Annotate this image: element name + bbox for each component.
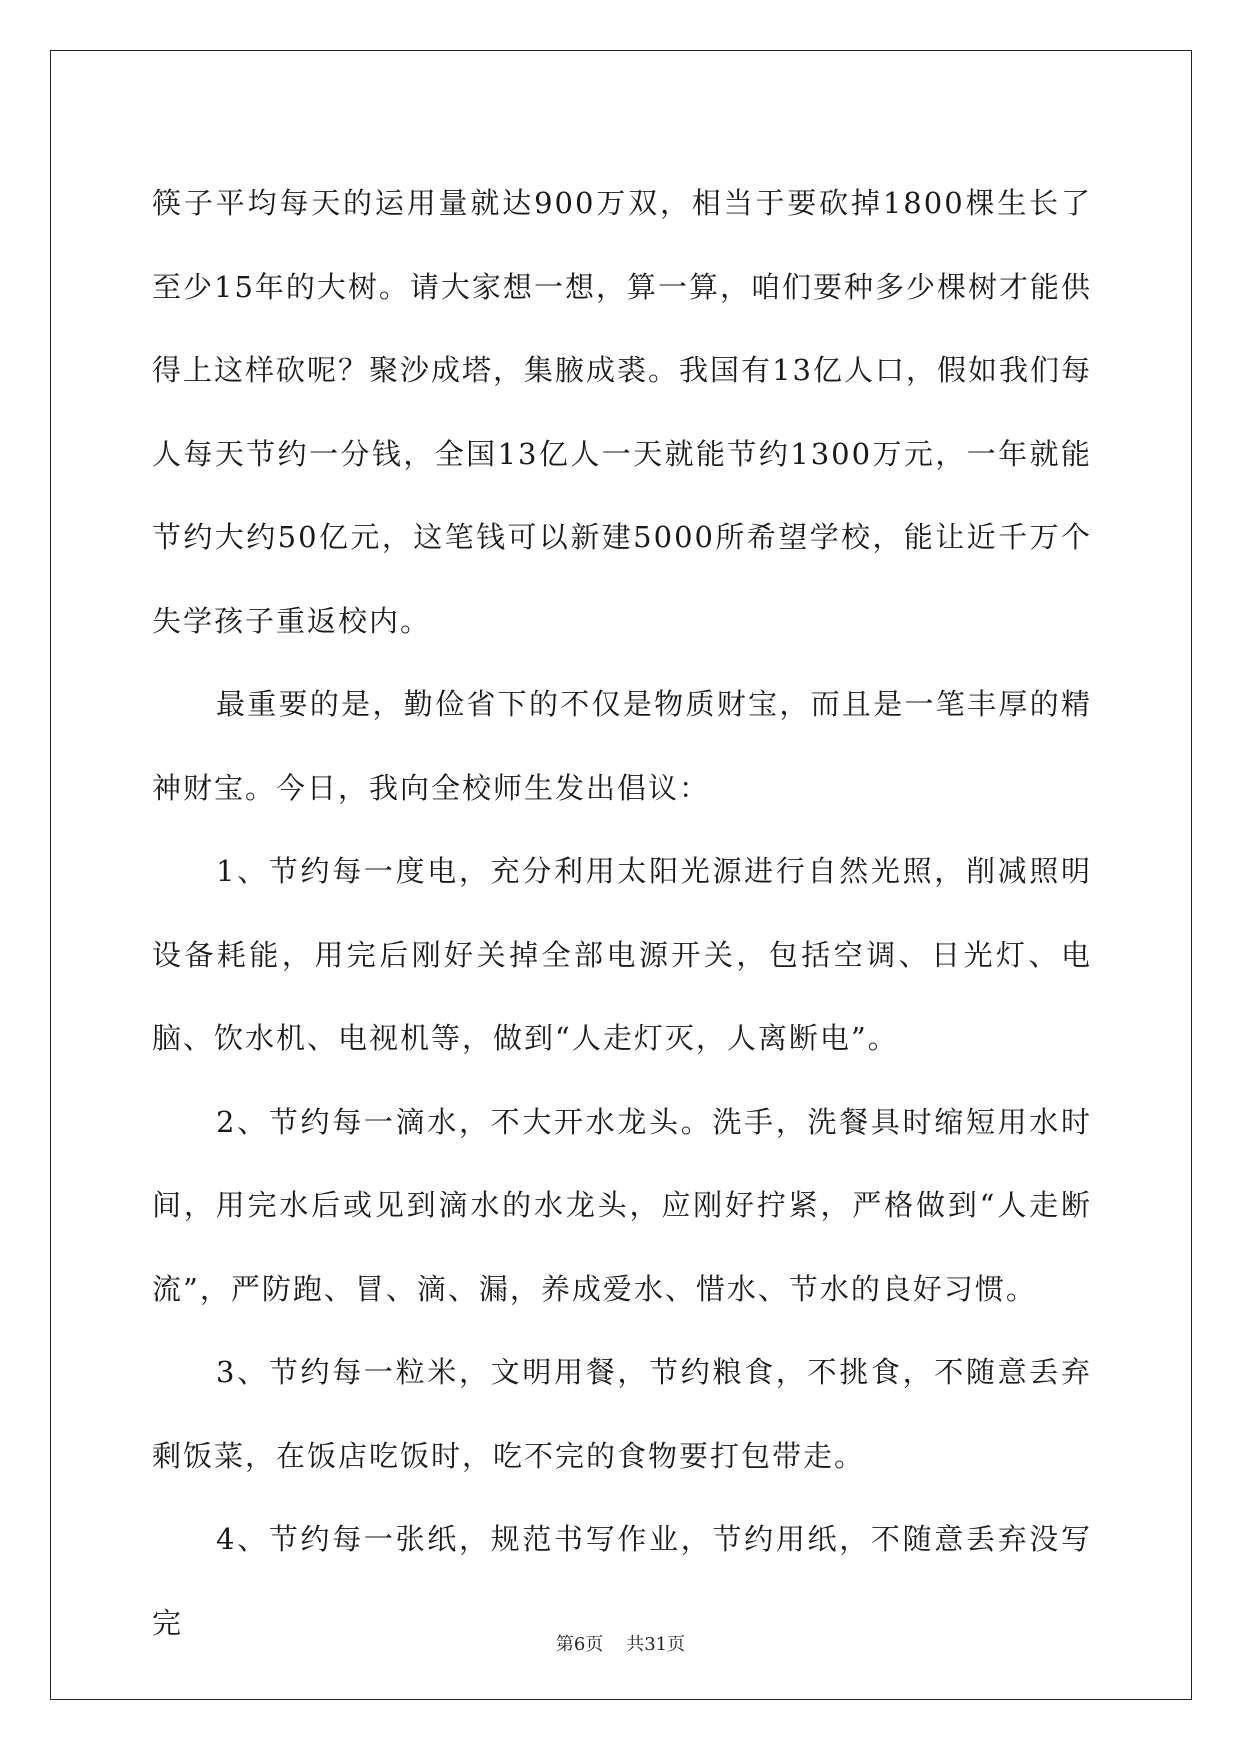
page-number-label: 第6页 共31页 <box>555 1634 686 1655</box>
paragraph-5: 3、节约每一粒米，文明用餐，节约粮食，不挑食，不随意丢弃剩饭菜，在饭店吃饭时，吃不完的食物要打包带走。 <box>152 1355 1092 1473</box>
document-body <box>152 162 1092 1665</box>
page-footer <box>0 1630 1241 1656</box>
paragraph-3: 1、节约每一度电，充分利用太阳光源进行自然光照，削减照明设备耗能，用完后刚好关掉全部电源开关，包括空调、日光灯、电脑、饮水机、电视机等，做到“人走灯灭，人离断电”。 <box>152 854 1092 1055</box>
paragraph-2: 最重要的是，勤俭省下的不仅是物质财宝，而且是一笔丰厚的精神财宝。今日，我向全校师生发出倡议： <box>152 687 1092 805</box>
paragraph-1: 筷子平均每天的运用量就达900万双，相当于要砍掉1800棵生长了至少15年的大树。请大家想一想，算一算，咱们要种多少棵树才能供得上这样砍呢？聚沙成塔，集腋成裘。我国有13亿人口，假如我们每人每天节约一分钱，全国13亿人一天就能节约1300万元，一年就能节约大约50亿元，这笔钱可以新建5000所希望学校，能让近千万个失学孩子重返校内。 <box>152 186 1092 638</box>
paragraph-6: 4、节约每一张纸，规范书写作业，节约用纸，不随意丢弃没写完 <box>152 1522 1092 1640</box>
paragraph-4: 2、节约每一滴水，不大开水龙头。洗手，洗餐具时缩短用水时间，用完水后或见到滴水的水龙头，应刚好拧紧，严格做到“人走断流”，严防跑、冒、滴、漏，养成爱水、惜水、节水的良好习惯。 <box>152 1104 1092 1306</box>
